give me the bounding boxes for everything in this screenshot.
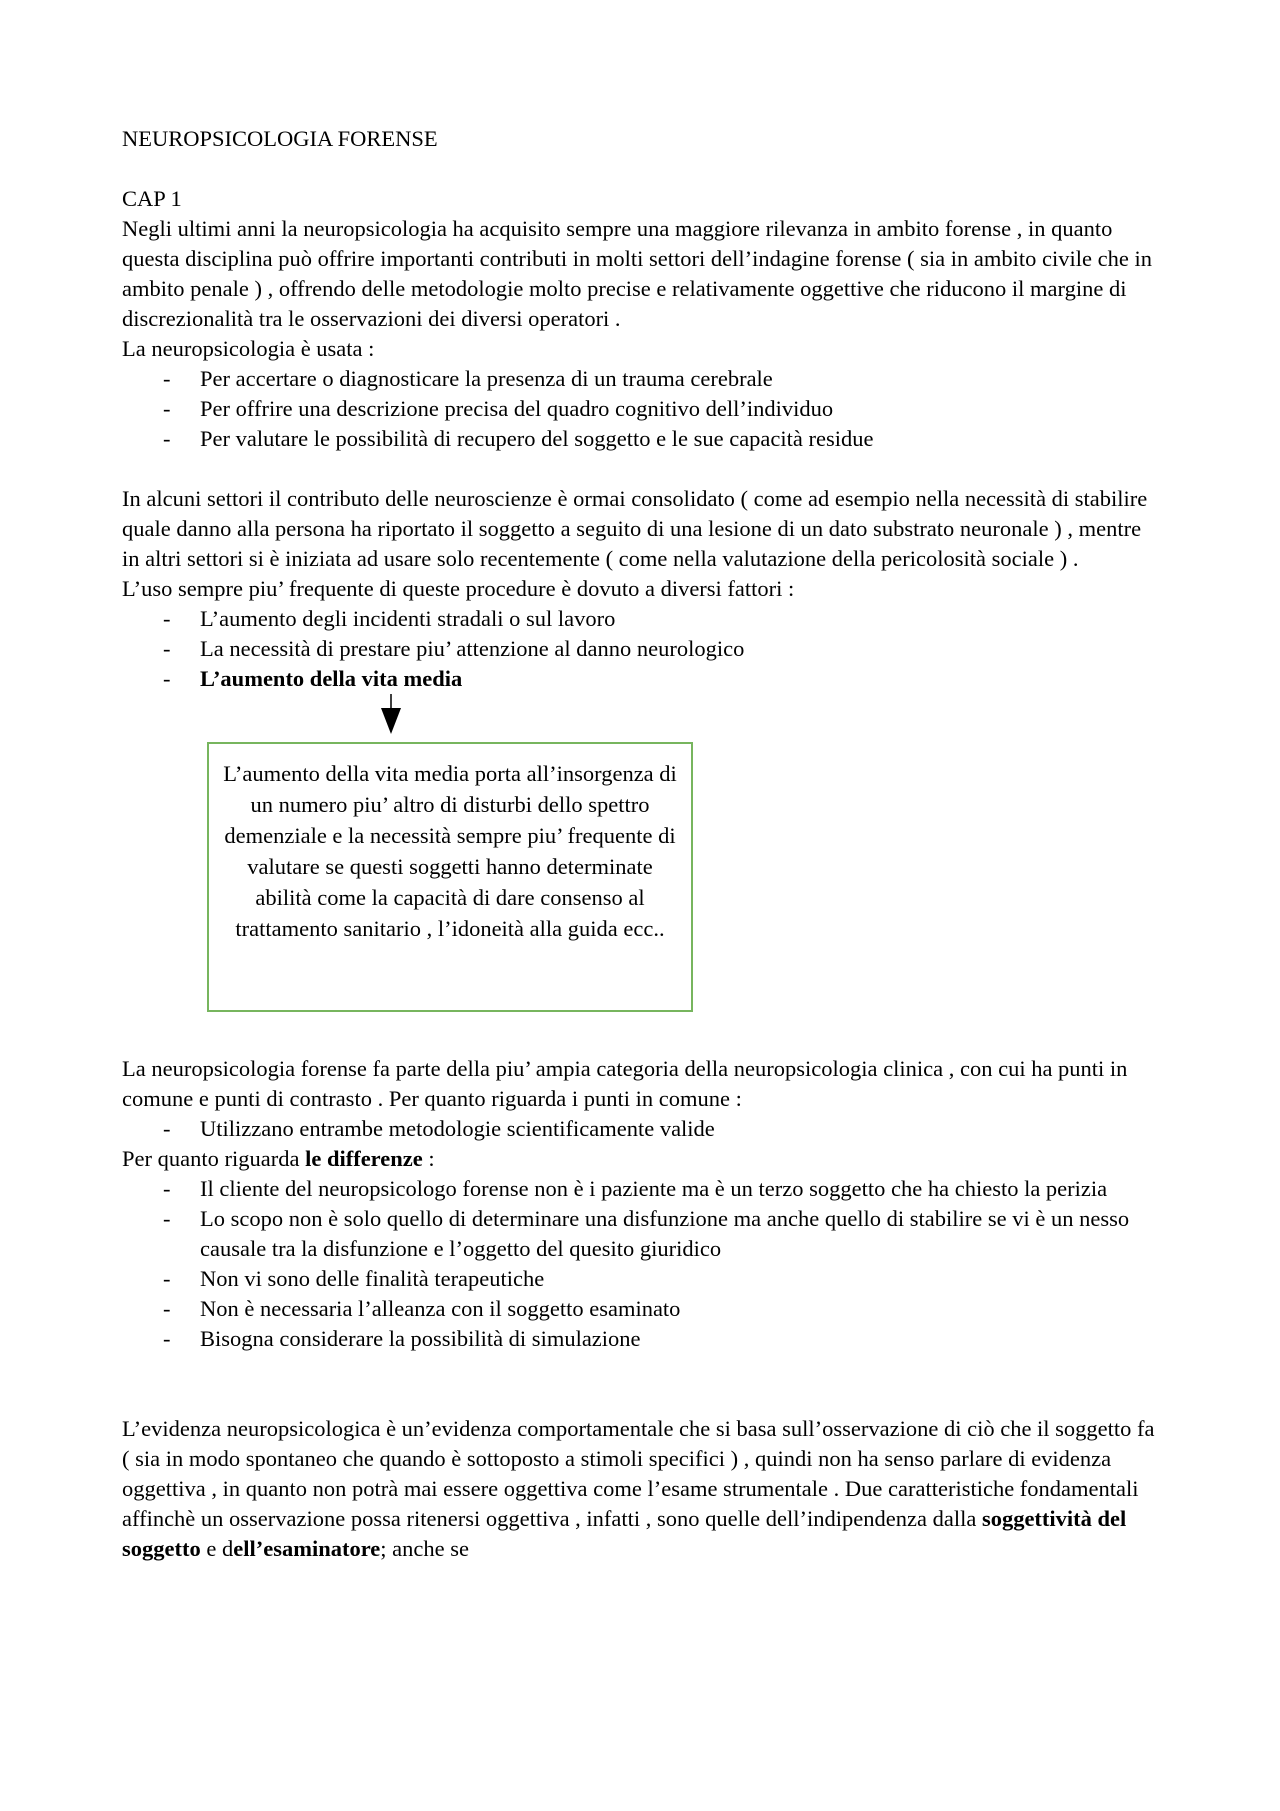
list-item: - Utilizzano entrambe metodologie scientificamente valide: [122, 1114, 1162, 1144]
evidence-bold-2: ell’esaminatore: [233, 1536, 381, 1561]
spacer: [122, 454, 1162, 484]
list-item: - Il cliente del neuropsicologo forense non è i paziente ma è un terzo soggetto che ha chiesto la perizia: [122, 1174, 1162, 1204]
intro-paragraph: Negli ultimi anni la neuropsicologia ha acquisito sempre una maggiore rilevanza in ambito forense , in quanto questa disciplina può offrire importanti contributi in molti settori dell’indagine forense ( sia in ambito civile che in ambito penale ) , offrendo delle metodologie molto precise e relativamente oggettive che riducono il margine di discrezionalità tra le osservazioni dei diversi operatori .: [122, 216, 1152, 331]
differences-intro-colon: :: [422, 1146, 435, 1171]
factors-list: [122, 604, 1162, 694]
arrow-down-icon: [378, 694, 404, 736]
list-item: - L’aumento degli incidenti stradali o sul lavoro: [122, 604, 1162, 634]
evidence-text-3: ; anche se: [380, 1536, 469, 1561]
list-item: - La necessità di prestare piu’ attenzione al danno neurologico: [122, 634, 1162, 664]
chapter-heading: CAP 1: [122, 186, 182, 211]
factors-intro: L’uso sempre piu’ frequente di queste procedure è dovuto a diversi fattori :: [122, 576, 795, 601]
list-item: - Per offrire una descrizione precisa del quadro cognitivo dell’individuo: [122, 394, 1162, 424]
evidence-text-1: L’evidenza neuropsicologica è un’evidenza comportamentale che si basa sull’osservazione di ciò che il soggetto fa ( sia in modo spontaneo che quando è sottoposto a stimoli specifici ) , quindi non ha senso parlare di evidenza oggettiva , in quanto non potrà mai essere oggettiva come l’esame strumentale . Due caratteristiche fondamentali affinchè un osservazione possa ritenersi oggettiva , infatti , sono quelle dell’indipendenza dalla: [122, 1416, 1155, 1531]
differences-intro-bold: le differenze: [305, 1146, 423, 1171]
list-item: - Per valutare le possibilità di recupero del soggetto e le sue capacità residue: [122, 424, 1162, 454]
document-body: [122, 124, 1162, 1564]
spacer: [122, 1354, 1162, 1414]
bold-factor: L’aumento della vita media: [200, 666, 463, 691]
differences-list: [122, 1174, 1162, 1354]
neuroscience-paragraph: In alcuni settori il contributo delle neuroscienze è ormai consolidato ( come ad esempio nella necessità di stabilire quale danno alla persona ha riportato il soggetto a seguito di una lesione di un dato substrato neuronale ) , mentre in altri settori si è iniziata ad usare solo recentemente ( come nella valutazione della pericolosità sociale ) .: [122, 486, 1148, 571]
list-item-bold: [122, 664, 1162, 694]
evidence-bold-1: soggettività del soggetto: [122, 1506, 1127, 1561]
common-list: [122, 1114, 1162, 1144]
callout-section: [122, 694, 1162, 1054]
differences-intro: [122, 1144, 1162, 1174]
callout-box: L’aumento della vita media porta all’insorgenza di un numero piu’ altro di disturbi dello spettro demenziale e la necessità sempre piu’ frequente di valutare se questi soggetti hanno determinate abilità come la capacità di dare consenso al trattamento sanitario , l’idoneità alla guida ecc..: [207, 742, 693, 1012]
list-item: - Per accertare o diagnosticare la presenza di un trauma cerebrale: [122, 364, 1162, 394]
differences-intro-text: Per quanto riguarda: [122, 1146, 306, 1171]
list-item: - Lo scopo non è solo quello di determinare una disfunzione ma anche quello di stabilire se vi è un nesso causale tra la disfunzione e l’oggetto del quesito giuridico: [122, 1204, 1162, 1264]
list-item: - Non è necessaria l’alleanza con il soggetto esaminato: [122, 1294, 1162, 1324]
forensic-paragraph: La neuropsicologia forense fa parte della piu’ ampia categoria della neuropsicologia clinica , con cui ha punti in comune e punti di contrasto . Per quanto riguarda i punti in comune :: [122, 1056, 1128, 1111]
uses-list: [122, 364, 1162, 454]
list-item: - Non vi sono delle finalità terapeutiche: [122, 1264, 1162, 1294]
evidence-text-2: e d: [200, 1536, 234, 1561]
list-item: - Bisogna considerare la possibilità di simulazione: [122, 1324, 1162, 1354]
evidence-paragraph: [122, 1414, 1162, 1564]
uses-intro: La neuropsicologia è usata :: [122, 336, 375, 361]
document-title: NEUROPSICOLOGIA FORENSE: [122, 126, 438, 151]
